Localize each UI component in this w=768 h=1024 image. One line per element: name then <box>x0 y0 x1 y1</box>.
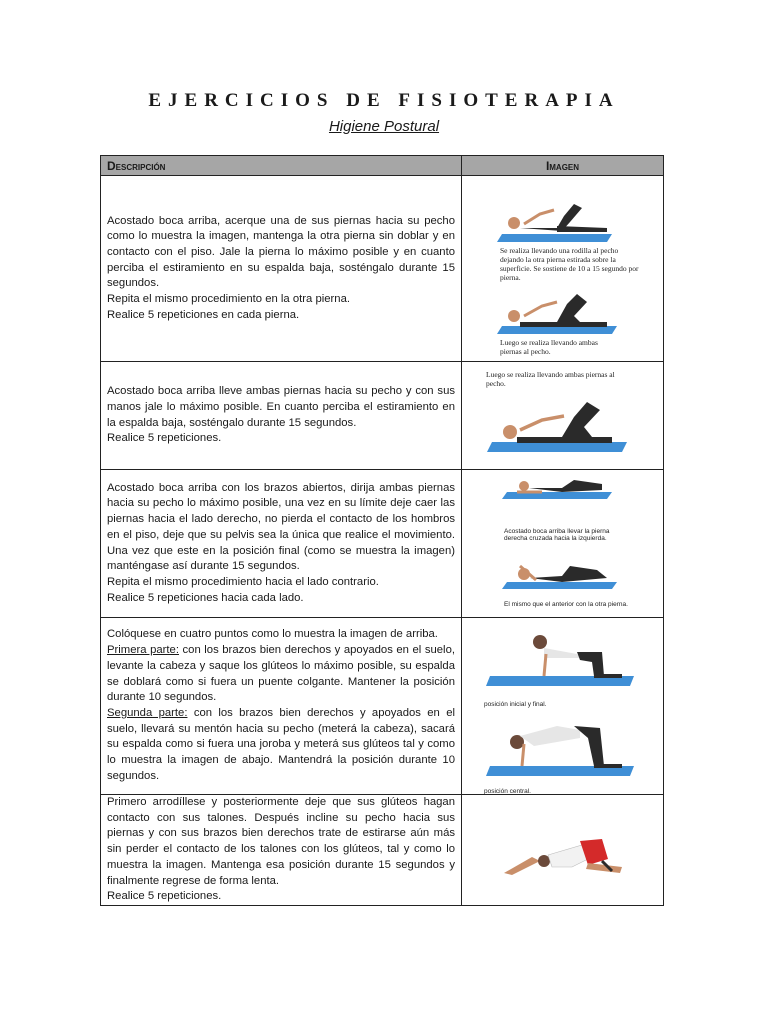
part-label: Primera parte: <box>107 644 179 657</box>
table-row <box>101 618 664 795</box>
description-line: Colóquese en cuatro puntos como lo muestra la imagen de arriba. <box>107 628 438 641</box>
exercise-illustration <box>462 470 665 616</box>
column-header-description: Descripción <box>101 156 462 176</box>
image-caption: posición central. <box>484 788 531 795</box>
description-line <box>107 643 455 706</box>
description-line: Acostado boca arriba con los brazos abiertos, dirija ambas piernas hacia su pecho lo máximo posible, una vez en su límite deje caer las piernas hacia el lado derecho, no pierda el contacto de los hombros en el piso, deje que su pelvis sea la única que realice el movimiento. Una vez que este en la posición final (como se muestra la imagen) manténgase así durante 15 segundos. <box>107 481 455 573</box>
row-image <box>462 176 664 362</box>
row-description <box>101 176 462 362</box>
table-row <box>101 470 664 618</box>
row-image <box>462 795 664 906</box>
description-line: Realice 5 repeticiones en cada pierna. <box>107 308 300 321</box>
description-line: Realice 5 repeticiones. <box>107 432 222 445</box>
table-row <box>101 795 664 906</box>
description-line: Repita el mismo procedimiento en la otra pierna. <box>107 293 351 306</box>
row-description <box>101 795 462 906</box>
column-header-image: Imagen <box>462 156 664 176</box>
table-row <box>101 176 664 362</box>
row-description <box>101 362 462 470</box>
description-line: Repita el mismo procedimiento hacia el lado contrario. <box>107 575 379 588</box>
description-line: Acostado boca arriba lleve ambas piernas hacia su pecho y con sus manos jale lo máximo posible. En cuanto perciba el estiramiento en la espalda baja, sosténgalo durante 15 segundos. <box>107 385 455 429</box>
row-description <box>101 470 462 618</box>
image-caption: Se realiza llevando una rodilla al pecho dejando la otra pierna estirada sobre la superficie. Se sostiene de 10 a 15 segundo por pierna. <box>500 246 639 282</box>
exercise-illustration <box>462 795 665 904</box>
description-line: Acostado boca arriba, acerque una de sus piernas hacia su pecho como lo muestra la imagen, mantenga la otra pierna sin doblar y en contacto con el piso. Jale la pierna lo máximo posible y en cuanto perciba el estiramiento en su espalda baja, sosténgalo durante 15 segundos. <box>107 214 455 290</box>
page-title: EJERCICIOS DE FISIOTERAPIA <box>148 90 620 111</box>
page-subtitle: Higiene Postural <box>328 118 440 135</box>
part-text: con los brazos bien derechos y apoyados en el suelo, llevará su mentón hacia su pecho (meterá la cabeza), sacará su espalda como si fuera una joroba y meterá sus glúteos tal y como lo muestra la imagen de abajo. Mantendrá la posición durante 10 segundos. <box>107 707 455 782</box>
table-row <box>101 362 664 470</box>
row-image <box>462 470 664 618</box>
description-line: Realice 5 repeticiones hacia cada lado. <box>107 591 304 604</box>
description-line: Primero arrodíllese y posteriormente deje que sus glúteos hagan contacto con sus talones. Después incline su pecho hacia sus piernas y con sus brazos bien derechos trate de estirarse aún más sin perder el contacto de los talones con los glúteos, tal y como lo muestra la imagen. Mantenga esa posición durante 15 segundos y finalmente regrese de forma lenta. <box>107 796 455 887</box>
description-line: Realice 5 repeticiones. <box>107 890 222 903</box>
row-image <box>462 362 664 470</box>
image-caption: Luego se realiza llevando ambas piernas al pecho. <box>500 338 598 356</box>
image-caption: El mismo que el anterior con la otra pierna. <box>504 601 628 608</box>
part-label: Segunda parte: <box>107 707 188 719</box>
image-caption: posición inicial y final. <box>484 701 547 708</box>
part-text: con los brazos bien derechos y apoyados en el suelo, levante la cabeza y saque los glúteos lo máximo posible, su espalda se doblará como si fuera un puente colgante. Mantener la posición durante 10 segundos. <box>107 644 455 704</box>
exercise-table <box>100 155 664 906</box>
image-caption: Acostado boca arriba llevar la pierna derecha cruzada hacia la izquierda. <box>504 528 610 542</box>
row-description <box>101 618 462 795</box>
image-caption: Luego se realiza llevando ambas piernas al pecho. <box>486 370 615 388</box>
description-line <box>107 706 455 785</box>
row-image <box>462 618 664 795</box>
